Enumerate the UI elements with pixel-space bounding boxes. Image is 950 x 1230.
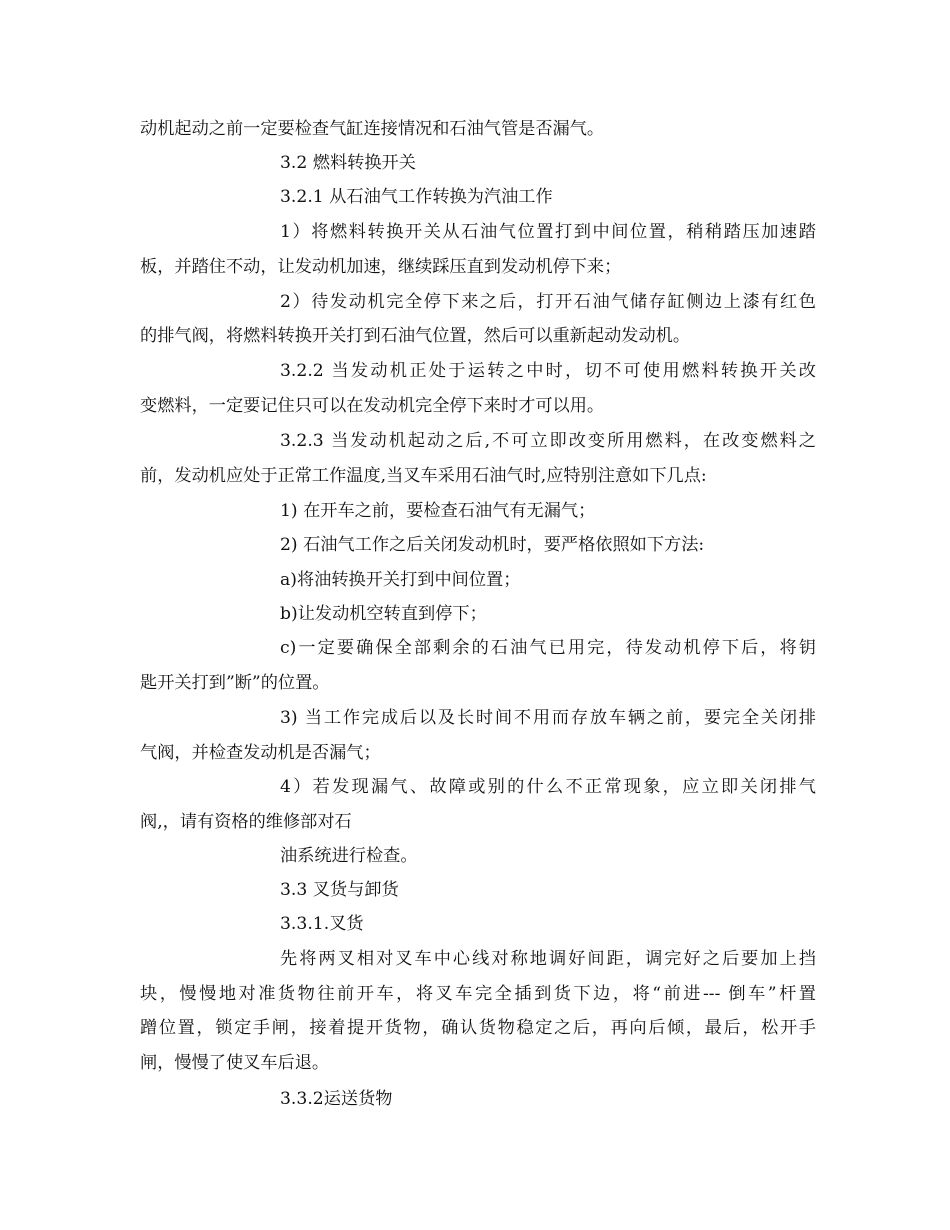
text-line-22: 油系统进行检查。 bbox=[280, 846, 418, 866]
text-line-1: 动机起动之前一定要检查气缸连接情况和石油气管是否漏气。 bbox=[140, 119, 605, 139]
text-line-21: 阀,，请有资格的维修部对石 bbox=[140, 812, 352, 832]
text-line-25: 先将两叉相对叉车中心线对称地调好间距，调完好之后要加上挡 bbox=[280, 949, 816, 969]
text-line-17: 匙开关打到”断”的位置。 bbox=[140, 673, 330, 693]
text-line-9: 变燃料，一定要记住只可以在发动机完全停下来时才可以用。 bbox=[140, 396, 605, 416]
text-line-4: 1）将燃料转换开关从石油气位置打到中间位置，稍稍踏压加速踏 bbox=[280, 222, 816, 242]
section-heading-3-3: 3.3 叉货与卸货 bbox=[280, 880, 399, 900]
text-line-15: b)让发动机空转直到停下； bbox=[280, 604, 487, 624]
text-line-14: a)将油转换开关打到中间位置； bbox=[280, 570, 521, 590]
text-line-11: 前，发动机应处于正常工作温度,当叉车采用石油气时,应特别注意如下几点: bbox=[140, 466, 707, 486]
text-line-26: 块，慢慢地对准货物往前开车，将叉车完全插到货下边，将“前进--- 倒车”杆置 bbox=[140, 984, 816, 1004]
text-line-20: 4）若发现漏气、故障或别的什么不正常现象，应立即关闭排气 bbox=[280, 777, 816, 797]
text-line-8: 3.2.2 当发动机正处于运转之中时，切不可使用燃料转换开关改 bbox=[280, 361, 816, 381]
subsection-heading-3-3-2: 3.3.2运送货物 bbox=[280, 1089, 393, 1109]
text-line-7: 的排气阀，将燃料转换开关打到石油气位置，然后可以重新起动发动机。 bbox=[140, 326, 691, 346]
text-line-12: 1) 在开车之前，要检查石油气有无漏气； bbox=[280, 501, 596, 521]
text-line-19: 气阀，并检查发动机是否漏气； bbox=[140, 743, 381, 763]
text-line-16: c)一定要确保全部剩余的石油气已用完，待发动机停下后，将钥 bbox=[280, 638, 816, 658]
text-line-5: 板，并踏住不动，让发动机加速，继续踩压直到发动机停下来； bbox=[140, 257, 622, 277]
text-line-28: 闸，慢慢了使叉车后退。 bbox=[140, 1053, 330, 1073]
text-line-6: 2）待发动机完全停下来之后，打开石油气储存缸侧边上漆有红色 bbox=[280, 292, 816, 312]
text-line-10: 3.2.3 当发动机起动之后,不可立即改变所用燃料，在改变燃料之 bbox=[280, 431, 816, 451]
text-line-27: 蹭位置，锁定手闸，接着提开货物，确认货物稳定之后，再向后倾，最后，松开手 bbox=[140, 1018, 816, 1038]
section-heading-3-2: 3.2 燃料转换开关 bbox=[280, 153, 416, 173]
text-line-18: 3) 当工作完成后以及长时间不用而存放车辆之前，要完全关闭排 bbox=[280, 708, 816, 728]
subsection-heading-3-3-1: 3.3.1.叉货 bbox=[280, 914, 364, 934]
subsection-heading-3-2-1: 3.2.1 从石油气工作转换为汽油工作 bbox=[280, 187, 553, 207]
text-line-13: 2) 石油气工作之后关闭发动机时，要严格依照如下方法: bbox=[280, 535, 705, 555]
